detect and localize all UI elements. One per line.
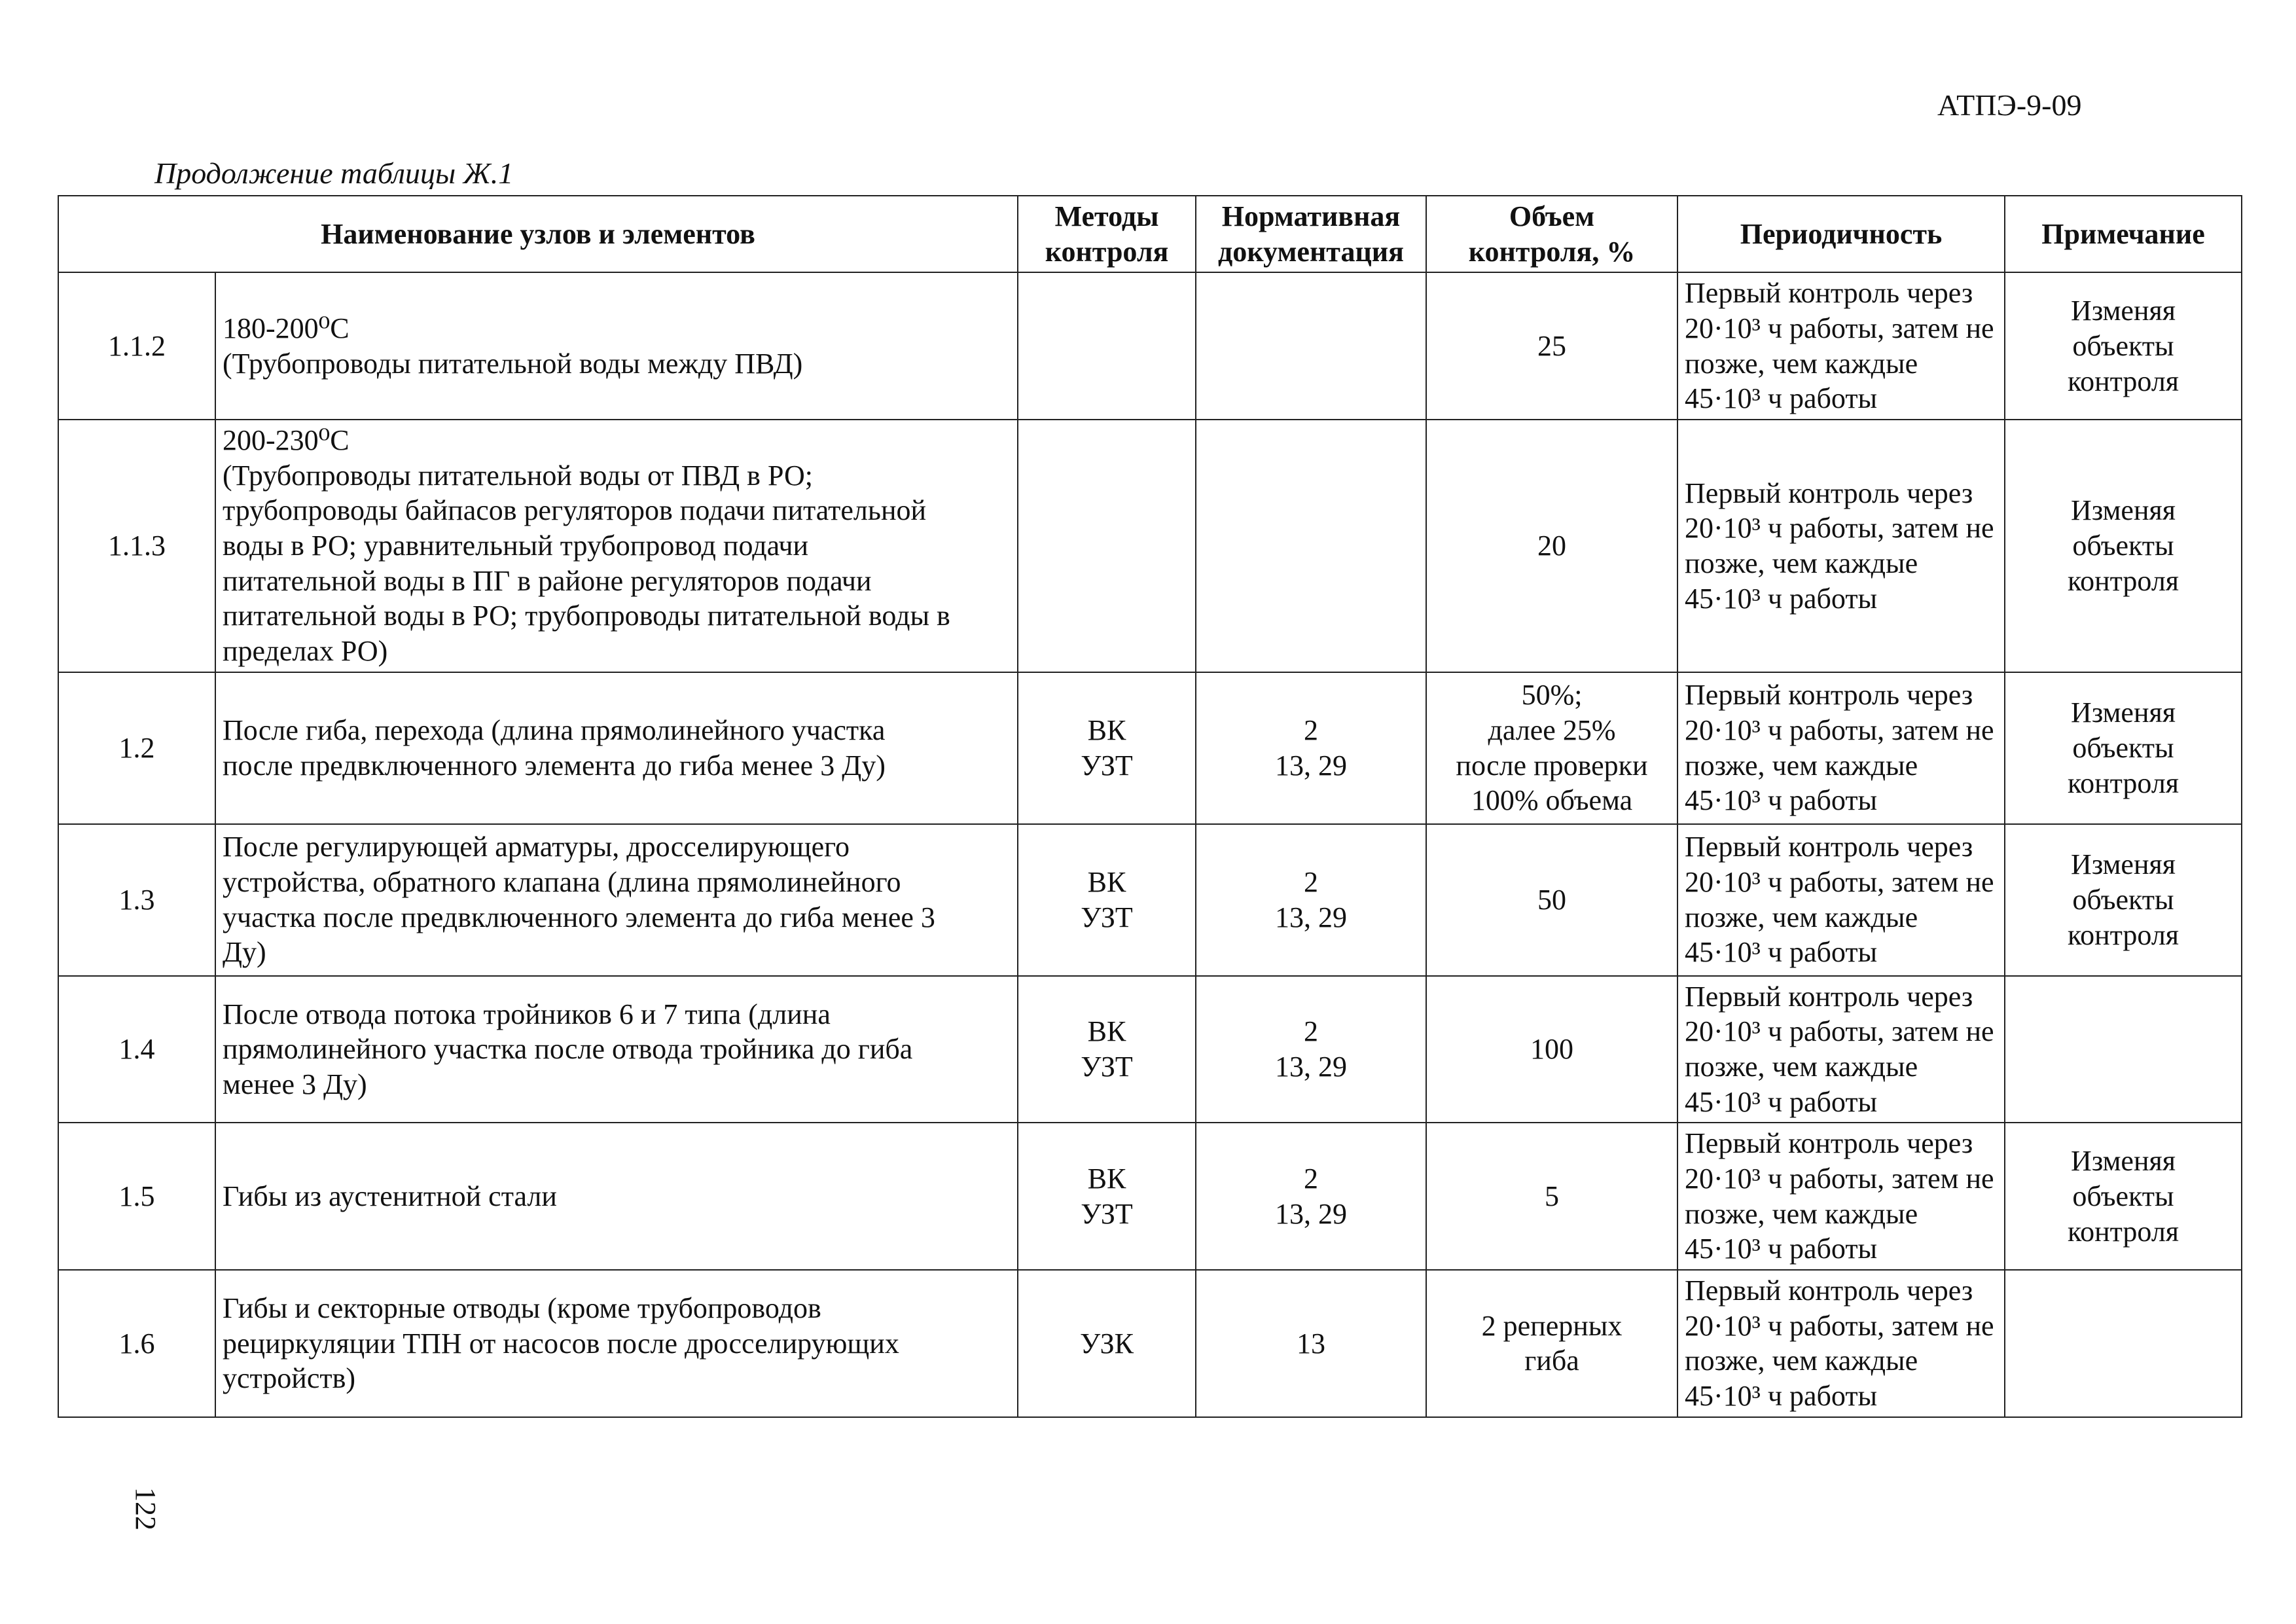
row-control-volume: [1426, 976, 1677, 1123]
text-line: 13, 29: [1275, 749, 1348, 782]
row-number: [58, 824, 215, 976]
text-line: 1.6: [118, 1327, 155, 1360]
row-control-methods: [1018, 976, 1196, 1123]
text-line: 20·10³ ч работы, затем не: [1685, 312, 1994, 345]
text-line: 13, 29: [1275, 1051, 1348, 1083]
text-line: контроля: [2067, 1215, 2179, 1248]
text-line: УЗТ: [1081, 749, 1133, 782]
text-line: 45·10³ ч работы: [1685, 784, 1878, 817]
text-line: УЗТ: [1081, 901, 1133, 933]
text-line: контроля: [2067, 767, 2179, 799]
text-line: 50%;: [1521, 679, 1583, 712]
text-line: после проверки: [1456, 749, 1648, 782]
row-periodicity: [1677, 1270, 2005, 1417]
text-line: ВК: [1087, 1163, 1126, 1195]
text-line: пределах РО): [223, 635, 388, 668]
text-line: 13: [1297, 1327, 1326, 1360]
document-code: АТПЭ-9-09: [1937, 88, 2082, 122]
table-caption: Продолжение таблицы Ж.1: [154, 156, 514, 190]
row-control-volume: [1426, 420, 1677, 672]
table-row: [58, 272, 2242, 420]
row-number: [58, 1123, 215, 1270]
text-line: после предвключенного элемента до гиба менее 3 Ду): [223, 749, 886, 782]
text-line: 20·10³ ч работы, затем не: [1685, 512, 1994, 545]
control-table: [58, 195, 2242, 1418]
text-line: участка после предвключенного элемента до гиба менее 3: [223, 901, 935, 933]
text-line: далее 25%: [1488, 714, 1616, 747]
text-line: 1.2: [118, 731, 155, 764]
text-line: 20·10³ ч работы, затем не: [1685, 1015, 1994, 1048]
text-line: позже, чем каждые: [1685, 749, 1918, 782]
table-row: [58, 672, 2242, 824]
text-line: Изменяя: [2071, 848, 2176, 881]
text-line: 100: [1530, 1033, 1574, 1066]
table-row: [58, 1123, 2242, 1270]
column-header-volume: [1426, 196, 1677, 272]
text-line: объекты: [2072, 731, 2174, 764]
text-line: Изменяя: [2071, 494, 2176, 527]
text-line: (Трубопроводы питательной воды между ПВД): [223, 347, 803, 380]
row-control-methods: [1018, 272, 1196, 420]
row-periodicity: [1677, 672, 2005, 824]
column-header-methods: [1018, 196, 1196, 272]
text-line: 1.3: [118, 883, 155, 916]
text-line: Ду): [223, 936, 266, 969]
text-line: контроля: [2067, 564, 2179, 597]
text-line: 1.4: [118, 1033, 155, 1066]
text-line: прямолинейного участка после отвода тройника до гиба: [223, 1033, 913, 1066]
text-line: 2 реперных: [1481, 1309, 1623, 1342]
text-line: 50: [1537, 883, 1567, 916]
text-line: Объем: [1509, 200, 1595, 232]
text-line: Первый контроль через: [1685, 1274, 1973, 1307]
row-control-volume: [1426, 1270, 1677, 1417]
row-note: [2005, 672, 2242, 824]
table-body: [58, 272, 2242, 1416]
text-line: УЗК: [1080, 1327, 1134, 1360]
row-normative-docs: [1196, 976, 1426, 1123]
row-number: [58, 976, 215, 1123]
text-line: позже, чем каждые: [1685, 347, 1918, 380]
text-line: ВК: [1087, 714, 1126, 747]
text-line: контроля: [2067, 918, 2179, 951]
row-element-name: [215, 1123, 1018, 1270]
table-row: [58, 824, 2242, 976]
row-normative-docs: [1196, 672, 1426, 824]
row-note: [2005, 1123, 2242, 1270]
text-line: объекты: [2072, 530, 2174, 562]
row-periodicity: [1677, 420, 2005, 672]
text-line: 13, 29: [1275, 901, 1348, 933]
text-line: контроля: [2067, 365, 2179, 397]
text-line: 45·10³ ч работы: [1685, 1085, 1878, 1118]
row-normative-docs: [1196, 824, 1426, 976]
text-line: ВК: [1087, 866, 1126, 899]
text-line: 20·10³ ч работы, затем не: [1685, 866, 1994, 899]
table-row: [58, 976, 2242, 1123]
text-line: 180-200⁰С: [223, 312, 350, 345]
text-line: устройств): [223, 1362, 356, 1395]
text-line: ВК: [1087, 1015, 1126, 1048]
text-line: 25: [1537, 329, 1567, 362]
text-line: 2: [1304, 866, 1319, 899]
text-line: объекты: [2072, 883, 2174, 916]
table-row: [58, 420, 2242, 672]
text-line: 1.5: [118, 1180, 155, 1212]
text-line: 2: [1304, 714, 1319, 747]
row-note: [2005, 824, 2242, 976]
text-line: 20·10³ ч работы, затем не: [1685, 1163, 1994, 1195]
row-control-volume: [1426, 272, 1677, 420]
text-line: позже, чем каждые: [1685, 1344, 1918, 1377]
text-line: позже, чем каждые: [1685, 1197, 1918, 1230]
row-number: [58, 272, 215, 420]
text-line: 1.1.3: [108, 530, 166, 562]
row-control-methods: [1018, 1270, 1196, 1417]
text-line: объекты: [2072, 329, 2174, 362]
text-line: Изменяя: [2071, 696, 2176, 729]
row-element-name: [215, 272, 1018, 420]
text-line: Примечание: [2041, 217, 2205, 250]
row-number: [58, 420, 215, 672]
text-line: Первый контроль через: [1685, 831, 1973, 863]
text-line: воды в РО; уравнительный трубопровод подачи: [223, 530, 809, 562]
text-line: позже, чем каждые: [1685, 901, 1918, 933]
page-number: 122: [130, 1487, 162, 1530]
row-control-methods: [1018, 420, 1196, 672]
text-line: Первый контроль через: [1685, 477, 1973, 509]
text-line: Гибы и секторные отводы (кроме трубопроводов: [223, 1291, 821, 1324]
text-line: 100% объема: [1471, 784, 1633, 817]
text-line: 45·10³ ч работы: [1685, 936, 1878, 969]
text-line: 45·10³ ч работы: [1685, 382, 1878, 415]
text-line: питательной воды в ПГ в районе регуляторов подачи: [223, 564, 872, 597]
text-line: УЗТ: [1081, 1051, 1133, 1083]
text-line: 13, 29: [1275, 1197, 1348, 1230]
text-line: 5: [1545, 1180, 1560, 1212]
text-line: Гибы из аустенитной стали: [223, 1180, 557, 1212]
text-line: Нормативная: [1221, 200, 1401, 232]
row-note: [2005, 272, 2242, 420]
row-element-name: [215, 1270, 1018, 1417]
row-element-name: [215, 824, 1018, 976]
row-number: [58, 1270, 215, 1417]
row-control-methods: [1018, 1123, 1196, 1270]
text-line: 20·10³ ч работы, затем не: [1685, 1309, 1994, 1342]
text-line: После гиба, перехода (длина прямолинейного участка: [223, 714, 886, 747]
column-header-period: [1677, 196, 2005, 272]
text-line: 2: [1304, 1163, 1319, 1195]
row-periodicity: [1677, 1123, 2005, 1270]
table-header-row: [58, 196, 2242, 272]
text-line: Первый контроль через: [1685, 1127, 1973, 1160]
text-line: гиба: [1524, 1344, 1579, 1377]
text-line: позже, чем каждые: [1685, 1051, 1918, 1083]
text-line: объекты: [2072, 1180, 2174, 1212]
text-line: (Трубопроводы питательной воды от ПВД в РО;: [223, 459, 813, 492]
text-line: Методы: [1054, 200, 1159, 232]
text-line: Первый контроль через: [1685, 277, 1973, 310]
row-normative-docs: [1196, 1270, 1426, 1417]
text-line: 45·10³ ч работы: [1685, 1380, 1878, 1413]
text-line: контроля: [1045, 235, 1169, 268]
text-line: После отвода потока тройников 6 и 7 типа (длина: [223, 998, 831, 1030]
text-line: Первый контроль через: [1685, 679, 1973, 712]
text-line: менее 3 Ду): [223, 1068, 367, 1100]
row-control-methods: [1018, 824, 1196, 976]
text-line: питательной воды в РО; трубопроводы питательной воды в: [223, 600, 950, 632]
row-normative-docs: [1196, 272, 1426, 420]
row-element-name: [215, 672, 1018, 824]
text-line: 45·10³ ч работы: [1685, 582, 1878, 615]
text-line: 45·10³ ч работы: [1685, 1233, 1878, 1265]
row-periodicity: [1677, 272, 2005, 420]
table-row: [58, 1270, 2242, 1417]
row-control-volume: [1426, 824, 1677, 976]
text-line: После регулирующей арматуры, дросселирующего: [223, 831, 850, 863]
text-line: Периодичность: [1740, 217, 1943, 250]
text-line: рециркуляции ТПН от насосов после дросселирующих: [223, 1327, 899, 1360]
row-note: [2005, 420, 2242, 672]
column-header-note: [2005, 196, 2242, 272]
text-line: 1.1.2: [108, 329, 166, 362]
row-normative-docs: [1196, 1123, 1426, 1270]
row-periodicity: [1677, 824, 2005, 976]
row-periodicity: [1677, 976, 2005, 1123]
row-element-name: [215, 976, 1018, 1123]
text-line: 20: [1537, 530, 1567, 562]
text-line: документация: [1218, 235, 1404, 268]
row-control-volume: [1426, 1123, 1677, 1270]
text-line: УЗТ: [1081, 1197, 1133, 1230]
text-line: Изменяя: [2071, 1145, 2176, 1178]
row-note: [2005, 1270, 2242, 1417]
text-line: позже, чем каждые: [1685, 547, 1918, 579]
text-line: 200-230⁰С: [223, 424, 350, 457]
row-normative-docs: [1196, 420, 1426, 672]
row-element-name: [215, 420, 1018, 672]
row-control-methods: [1018, 672, 1196, 824]
text-line: Наименование узлов и элементов: [321, 217, 755, 250]
text-line: трубопроводы байпасов регуляторов подачи питательной: [223, 494, 927, 527]
text-line: 2: [1304, 1015, 1319, 1048]
column-header-name: [58, 196, 1018, 272]
text-line: контроля, %: [1468, 235, 1636, 268]
text-line: Первый контроль через: [1685, 980, 1973, 1013]
row-control-volume: [1426, 672, 1677, 824]
row-note: [2005, 976, 2242, 1123]
column-header-docs: [1196, 196, 1426, 272]
text-line: Изменяя: [2071, 295, 2176, 327]
text-line: устройства, обратного клапана (длина прямолинейного: [223, 866, 901, 899]
row-number: [58, 672, 215, 824]
text-line: 20·10³ ч работы, затем не: [1685, 714, 1994, 747]
